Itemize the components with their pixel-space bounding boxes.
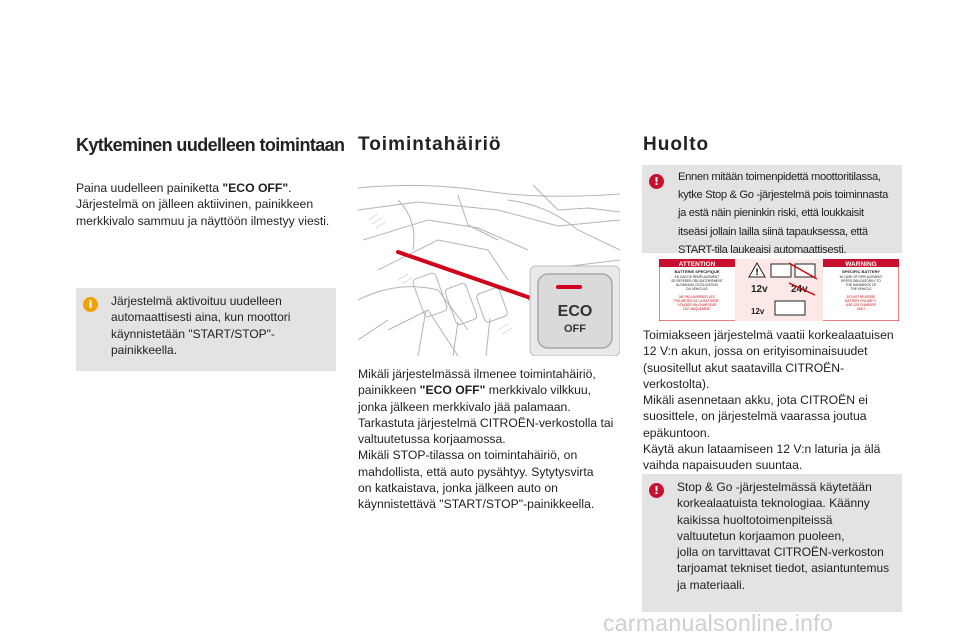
pointer-line bbox=[398, 252, 548, 304]
service-paragraph bbox=[643, 327, 894, 474]
label-en-line: THE HANDBOOK OF bbox=[845, 283, 877, 287]
warning-line: jolla on tarvittavat CITROËN-verkoston bbox=[677, 545, 884, 560]
restart-text-2: Järjestelmä on jälleen aktiivinen, painikkeen bbox=[76, 197, 314, 212]
malfunction-line: Tarkastuta järjestelmä CITROËN-verkostolla tai bbox=[358, 415, 614, 430]
eco-off-label: "ECO OFF" bbox=[222, 181, 289, 195]
label-12v-b: 12v bbox=[751, 307, 765, 316]
service-line: suosittele, on järjestelmä vaarassa joutua bbox=[643, 409, 867, 424]
eco-off-led bbox=[556, 285, 582, 289]
battery-polarity-icon bbox=[775, 301, 805, 315]
warning-line: ja estä näin pieninkin riski, että loukkaisit bbox=[678, 207, 864, 220]
label-12v: 12v bbox=[751, 284, 768, 295]
service-line: epäkuntoon. bbox=[643, 425, 711, 440]
label-en-red: BATTERY POLARITY. bbox=[845, 299, 877, 303]
label-fr-line: EN CAS DE REMPLACEMENT bbox=[674, 275, 720, 279]
malfunction-line: valtuutetussa korjaamossa. bbox=[358, 432, 506, 447]
label-fr-red: POLARITES DE LA BATTERIE. bbox=[674, 299, 720, 303]
section-heading-malfunction: Toimintahäiriö bbox=[358, 134, 502, 155]
malfunction-line: käynnistettävä "START/STOP"-painikkeella. bbox=[358, 497, 595, 512]
warning-box-1 bbox=[642, 165, 902, 256]
warning-line: START-tila laukeaisi automaattisesti. bbox=[678, 243, 847, 256]
label-en-line: REFER OBLIGATORILY TO bbox=[841, 279, 881, 283]
service-line: 12 V:n akun, jossa on erityisominaisuudet bbox=[643, 344, 868, 359]
label-fr-line: DU VEHICULE bbox=[686, 287, 708, 291]
label-en-line: THE VEHICLE bbox=[850, 287, 872, 291]
battery-icon-2 bbox=[795, 264, 815, 277]
eco-off-illustration bbox=[358, 180, 620, 356]
warning-icon: ! bbox=[649, 483, 664, 498]
warning-box-1-text bbox=[678, 168, 888, 259]
service-line: (suositellut akut saatavilla CITROËN- bbox=[643, 360, 845, 375]
warning-box-2 bbox=[642, 474, 902, 612]
warning-line: kytke Stop & Go -järjestelmä pois toiminnasta bbox=[678, 189, 888, 202]
restart-paragraph bbox=[76, 180, 329, 229]
off-text: OFF bbox=[564, 323, 586, 335]
dashboard-pedals-drawing bbox=[358, 180, 620, 356]
malfunction-line: Mikäli STOP-tilassa on toimintahäiriö, on bbox=[358, 448, 578, 463]
service-line: Mikäli asennetaan akku, jota CITROËN ei bbox=[643, 393, 868, 408]
label-fr-line: AU MANUEL D'UTILISATION bbox=[676, 283, 718, 287]
label-fr-line: SE REFERER OBLIGATOIREMENT bbox=[671, 279, 723, 283]
attention-text: ATTENTION bbox=[678, 261, 716, 268]
malfunction-line: mahdollista, että auto pysähtyy. Sytytysvirta bbox=[358, 464, 594, 479]
label-fr-red: 12V UNIQUEMENT bbox=[683, 307, 711, 311]
label-en-red: USE 12V CHARGER bbox=[846, 303, 876, 307]
warning-line: Stop & Go -järjestelmässä käytetään bbox=[677, 480, 872, 494]
label-fr-red: UTILISER UN CHARGEUR bbox=[677, 303, 717, 307]
battery-icon bbox=[771, 264, 791, 277]
label-24v: 24v bbox=[791, 284, 808, 295]
malfunction-line: Mikäli järjestelmässä ilmenee toimintahäiriö, bbox=[358, 367, 596, 381]
info-box-text bbox=[111, 293, 290, 358]
warning-line: itseäsi jollain lailla siinä tapauksessa, että bbox=[678, 225, 868, 238]
restart-text-punct: . bbox=[288, 181, 292, 195]
label-en-red: DO NOT REVERSE bbox=[846, 295, 876, 299]
section-heading-restart: Kytkeminen uudelleen toimintaan bbox=[76, 135, 345, 155]
service-line: Toimiakseen järjestelmä vaatii korkealaatuisen bbox=[643, 328, 894, 342]
service-line: vaihda napaisuuden suuntaa. bbox=[643, 458, 803, 473]
service-line: Käytä akun lataamiseen 12 V:n laturia ja älä bbox=[643, 442, 881, 457]
warning-text: WARNING bbox=[845, 261, 877, 268]
restart-text-1: Paina uudelleen painiketta bbox=[76, 181, 223, 195]
battery-warning-label bbox=[659, 259, 899, 321]
warning-line: Ennen mitään toimenpidettä moottoritilassa, bbox=[678, 171, 881, 183]
info-icon: i bbox=[83, 297, 98, 312]
info-line: automaattisesti aina, kun moottori bbox=[111, 310, 291, 325]
warning-line: tarjoamat tekniset tiedot, asiantuntemus bbox=[677, 561, 890, 576]
svg-text:!: ! bbox=[754, 268, 760, 278]
warning-line: ja materiaali. bbox=[677, 577, 746, 592]
malfunction-line: jonka jälkeen merkkivalo jää palamaan. bbox=[358, 399, 571, 414]
info-line: painikkeella. bbox=[111, 342, 178, 357]
warning-icon: ! bbox=[649, 174, 664, 189]
label-fr-red: NE PAS INVERSER LES bbox=[679, 295, 715, 299]
watermark: carmanualsonline.info bbox=[603, 610, 834, 636]
label-en-red: ONLY bbox=[856, 307, 866, 311]
section-heading-service: Huolto bbox=[643, 134, 710, 155]
info-box bbox=[76, 288, 336, 371]
label-en-title: SPECIFIC BATTERY bbox=[841, 269, 881, 274]
malfunction-paragraph bbox=[358, 366, 613, 513]
warning-box-2-text bbox=[677, 479, 889, 593]
eco-off-label: "ECO OFF" bbox=[419, 383, 486, 398]
restart-text-3: merkkivalo sammuu ja näyttöön ilmestyy viesti. bbox=[76, 213, 330, 228]
info-line: Järjestelmä aktivoituu uudelleen bbox=[111, 294, 282, 308]
info-line: käynnistetään "START/STOP"- bbox=[111, 326, 275, 341]
warning-line: valtuutetun korjaamon puoleen, bbox=[677, 528, 845, 543]
malfunction-line: on katkaistava, jonka jälkeen auto on bbox=[358, 481, 558, 496]
battery-label-graphic bbox=[659, 259, 899, 321]
warning-line: kaikissa huoltotoimenpiteissä bbox=[677, 512, 833, 527]
label-fr-title: BATTERIE SPECIFIQUE bbox=[674, 269, 720, 274]
eco-text: ECO bbox=[557, 303, 593, 320]
warning-line: korkealaatuista teknologiaa. Käänny bbox=[677, 496, 870, 511]
service-line: verkostolta). bbox=[643, 376, 710, 391]
malfunction-line: merkkivalo vilkkuu, bbox=[485, 383, 592, 398]
malfunction-line: painikkeen bbox=[358, 383, 420, 398]
label-en-line: IN CASE OF REPLACEMENT bbox=[839, 275, 883, 279]
